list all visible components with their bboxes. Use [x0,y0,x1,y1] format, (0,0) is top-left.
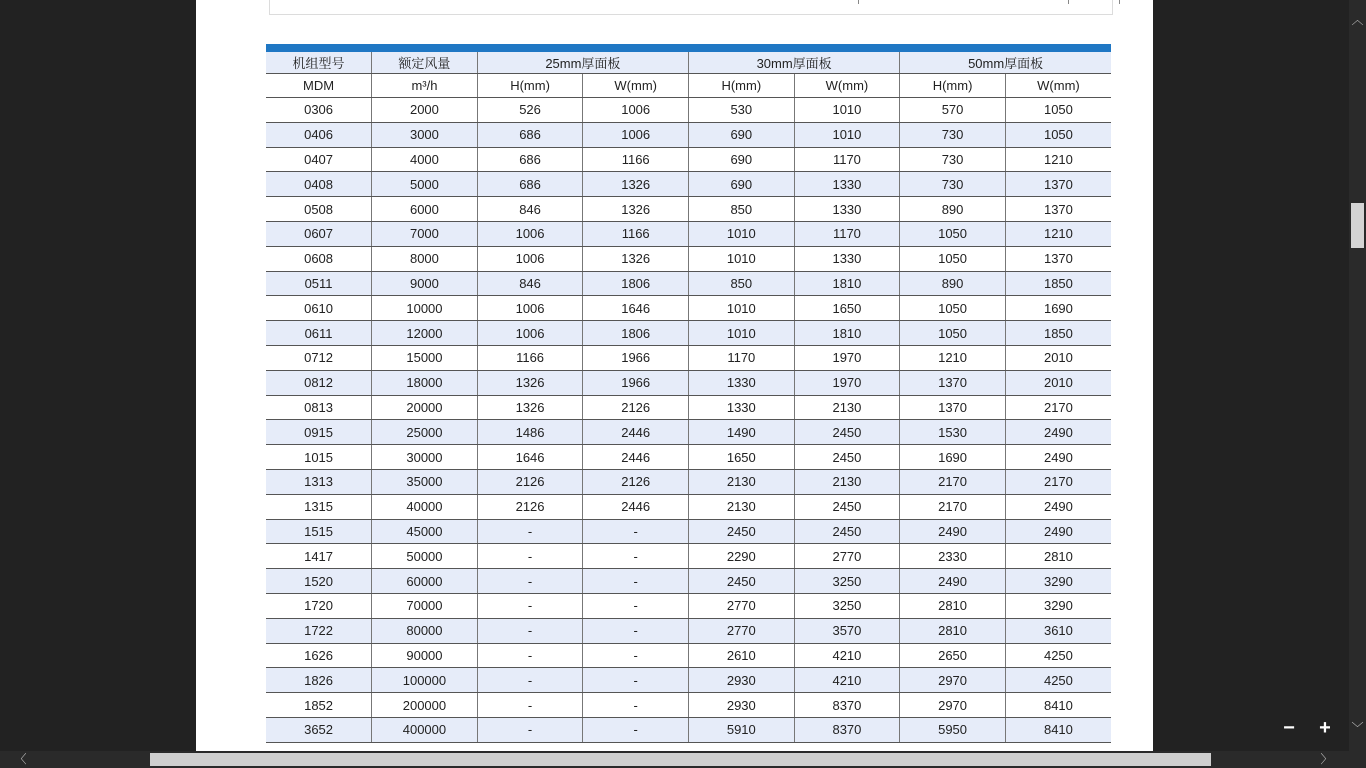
table-row [266,172,1111,197]
table-cell: 1050 [900,321,1006,346]
table-cell: 1330 [794,172,900,197]
table-cell: 1515 [266,519,372,544]
table-cell: 3250 [794,569,900,594]
table-row [266,420,1111,445]
table-cell: 2770 [689,593,795,618]
table-row [266,445,1111,470]
table-cell: 1520 [266,569,372,594]
table-cell: - [477,693,583,718]
table-cell: 30000 [372,445,478,470]
table-cell: 2170 [900,494,1006,519]
previous-table-fragment [269,0,1113,15]
table-cell: 1826 [266,668,372,693]
subheader-airflow-unit: m³/h [372,74,478,98]
table-cell: 2610 [689,643,795,668]
table-cell: 1370 [1005,246,1111,271]
table-cell: 1720 [266,593,372,618]
table-cell: 1166 [583,147,689,172]
subheader-w30: W(mm) [794,74,900,98]
scroll-left-button[interactable]: 〈 [14,752,27,766]
document-page [196,0,1153,751]
table-cell: 2970 [900,693,1006,718]
table-cell: 0813 [266,395,372,420]
table-cell: 0607 [266,221,372,246]
table-cell: 846 [477,271,583,296]
table-row [266,668,1111,693]
table-cell: 4210 [794,643,900,668]
table-cell: - [583,717,689,742]
table-cell: 25000 [372,420,478,445]
table-row [266,345,1111,370]
table-cell: 730 [900,122,1006,147]
table-cell: 1650 [794,296,900,321]
table-cell: 1370 [900,370,1006,395]
table-cell: 0610 [266,296,372,321]
table-cell: 10000 [372,296,478,321]
table-cell: - [583,569,689,594]
table-cell: 15000 [372,345,478,370]
table-cell: 1166 [583,221,689,246]
table-cell: 12000 [372,321,478,346]
table-cell: 1050 [900,246,1006,271]
table-cell: 1326 [477,370,583,395]
table-cell: 1370 [900,395,1006,420]
fragment-tick [1068,0,1069,4]
table-row [266,618,1111,643]
table-cell: 1810 [794,271,900,296]
table-cell: 2490 [900,569,1006,594]
table-row [266,98,1111,123]
table-cell: 890 [900,271,1006,296]
table-cell: 1050 [900,221,1006,246]
table-cell: - [477,618,583,643]
table-cell: 2490 [1005,519,1111,544]
subheader-h30: H(mm) [689,74,795,98]
table-cell: 690 [689,147,795,172]
table-cell: - [477,569,583,594]
table-cell: 1010 [689,321,795,346]
table-cell: 1330 [689,395,795,420]
table-cell: 3000 [372,122,478,147]
table-cell: 2446 [583,420,689,445]
table-cell: 4210 [794,668,900,693]
table-cell: 60000 [372,569,478,594]
table-cell: 2010 [1005,345,1111,370]
table-cell: 2490 [900,519,1006,544]
table-cell: 1417 [266,544,372,569]
table-cell: 1006 [583,98,689,123]
table-cell: 1166 [477,345,583,370]
table-cell: 3290 [1005,569,1111,594]
subheader-h25: H(mm) [477,74,583,98]
table-cell: 3610 [1005,618,1111,643]
table-accent-bar [266,44,1111,52]
table-cell: 0511 [266,271,372,296]
table-cell: 2970 [900,668,1006,693]
subheader-model: MDM [266,74,372,98]
vertical-scrollbar[interactable] [1349,0,1366,751]
table-row [266,569,1111,594]
unit-dimension-table [266,52,1111,743]
table-cell: 690 [689,172,795,197]
table-cell: - [583,643,689,668]
table-cell: 1806 [583,321,689,346]
table-cell: 35000 [372,469,478,494]
table-cell: 8410 [1005,717,1111,742]
table-cell: 2450 [794,445,900,470]
table-cell: 1010 [689,296,795,321]
table-cell: 1326 [583,172,689,197]
table-cell: 40000 [372,494,478,519]
table-cell: 1650 [689,445,795,470]
table-cell: 850 [689,197,795,222]
table-row [266,321,1111,346]
table-cell: 2290 [689,544,795,569]
table-cell: 2126 [477,469,583,494]
table-cell: - [583,618,689,643]
table-cell: 2810 [900,618,1006,643]
header-group-25mm: 25mm厚面板 [477,52,688,74]
table-row [266,593,1111,618]
table-cell: 2490 [1005,445,1111,470]
table-cell: 2130 [794,395,900,420]
table-cell: - [583,668,689,693]
table-cell: - [477,717,583,742]
table-cell: 0915 [266,420,372,445]
table-cell: 2770 [794,544,900,569]
header-airflow: 额定风量 [372,52,478,74]
subheader-w25: W(mm) [583,74,689,98]
table-cell: 400000 [372,717,478,742]
table-cell: 20000 [372,395,478,420]
header-group-50mm: 50mm厚面板 [900,52,1111,74]
table-cell: 0406 [266,122,372,147]
scroll-down-button[interactable]: ﹀ [1351,721,1364,735]
table-row [266,221,1111,246]
table-cell: 1646 [583,296,689,321]
table-cell: 686 [477,147,583,172]
table-cell: 5910 [689,717,795,742]
table-row [266,469,1111,494]
table-cell: 1010 [794,122,900,147]
table-cell: 1006 [477,221,583,246]
table-cell: 2490 [1005,420,1111,445]
table-cell: 1330 [689,370,795,395]
table-cell: 1326 [477,395,583,420]
table-cell: 526 [477,98,583,123]
table-cell: 1966 [583,370,689,395]
table-cell: 686 [477,172,583,197]
table-cell: 4250 [1005,643,1111,668]
table-cell: 1170 [794,221,900,246]
table-cell: 2170 [1005,469,1111,494]
table-cell: 0712 [266,345,372,370]
table-cell: 0508 [266,197,372,222]
zoom-in-button[interactable]: + [1319,717,1331,739]
table-cell: 1006 [477,246,583,271]
table-cell: 1530 [900,420,1006,445]
table-subheader-row [266,74,1111,98]
table-cell: 90000 [372,643,478,668]
table-cell: 1326 [583,246,689,271]
table-cell: - [477,593,583,618]
table-cell: 1006 [583,122,689,147]
table-cell: 100000 [372,668,478,693]
table-cell: 4000 [372,147,478,172]
table-cell: 1850 [1005,271,1111,296]
horizontal-scrollbar[interactable] [0,751,1349,768]
table-cell: 2126 [583,395,689,420]
table-cell: 2810 [900,593,1006,618]
table-cell: - [583,544,689,569]
table-cell: 1806 [583,271,689,296]
table-cell: - [477,519,583,544]
table-cell: 1970 [794,345,900,370]
table-cell: 2000 [372,98,478,123]
table-row [266,147,1111,172]
table-cell: 1170 [689,345,795,370]
table-cell: 570 [900,98,1006,123]
table-row [266,544,1111,569]
table-cell: 1210 [1005,147,1111,172]
table-cell: 8000 [372,246,478,271]
table-cell: - [477,668,583,693]
table-cell: 3652 [266,717,372,742]
table-row [266,271,1111,296]
table-cell: 1326 [583,197,689,222]
table-cell: 2130 [689,469,795,494]
table-cell: 1850 [1005,321,1111,346]
table-cell: 686 [477,122,583,147]
scrollbar-corner [1349,751,1366,768]
table-row [266,122,1111,147]
table-cell: 1690 [1005,296,1111,321]
table-cell: 0306 [266,98,372,123]
table-cell: 6000 [372,197,478,222]
table-cell: 1010 [689,246,795,271]
table-cell: 1050 [900,296,1006,321]
table-cell: 0407 [266,147,372,172]
table-cell: 0611 [266,321,372,346]
table-cell: 0408 [266,172,372,197]
table-cell: 2450 [794,494,900,519]
table-cell: 1852 [266,693,372,718]
fragment-tick [1119,0,1120,4]
table-cell: 2010 [1005,370,1111,395]
table-cell: 8410 [1005,693,1111,718]
table-cell: 4250 [1005,668,1111,693]
header-model: 机组型号 [266,52,372,74]
table-row [266,717,1111,742]
table-cell: 70000 [372,593,478,618]
table-cell: 2490 [1005,494,1111,519]
scroll-up-button[interactable]: ︿ [1351,13,1364,27]
table-cell: 8370 [794,693,900,718]
table-cell: 1486 [477,420,583,445]
table-cell: 7000 [372,221,478,246]
table-cell: 690 [689,122,795,147]
table-cell: 2450 [689,569,795,594]
header-group-30mm: 30mm厚面板 [689,52,900,74]
table-cell: 1015 [266,445,372,470]
subheader-h50: H(mm) [900,74,1006,98]
table-cell: 1313 [266,469,372,494]
subheader-w50: W(mm) [1005,74,1111,98]
horizontal-scroll-thumb[interactable] [150,753,1211,766]
table-cell: 1006 [477,296,583,321]
table-cell: 2446 [583,494,689,519]
zoom-out-button[interactable]: − [1283,717,1295,739]
table-cell: 2930 [689,668,795,693]
table-cell: 3570 [794,618,900,643]
table-cell: 8370 [794,717,900,742]
table-cell: 18000 [372,370,478,395]
table-cell: 1010 [689,221,795,246]
table-cell: 1050 [1005,122,1111,147]
table-cell: 1170 [794,147,900,172]
table-cell: 0812 [266,370,372,395]
table-cell: 2930 [689,693,795,718]
table-cell: 2450 [794,420,900,445]
table-cell: - [583,519,689,544]
table-cell: 1690 [900,445,1006,470]
table-cell: 2450 [794,519,900,544]
table-cell: 1966 [583,345,689,370]
table-cell: - [583,693,689,718]
table-cell: 1370 [1005,197,1111,222]
table-cell: 846 [477,197,583,222]
table-cell: 45000 [372,519,478,544]
table-row [266,693,1111,718]
table-cell: 850 [689,271,795,296]
table-cell: 730 [900,172,1006,197]
table-cell: 1210 [900,345,1006,370]
table-cell: 1050 [1005,98,1111,123]
table-cell: 1330 [794,197,900,222]
table-cell: 3250 [794,593,900,618]
table-cell: 9000 [372,271,478,296]
table-row [266,370,1111,395]
table-cell: 2770 [689,618,795,643]
table-cell: 1210 [1005,221,1111,246]
vertical-scroll-thumb[interactable] [1351,203,1364,248]
table-cell: 530 [689,98,795,123]
table-cell: 1490 [689,420,795,445]
table-cell: 1810 [794,321,900,346]
scroll-right-button[interactable]: 〉 [1320,752,1333,766]
table-body [266,98,1111,743]
table-cell: 200000 [372,693,478,718]
table-cell: 2130 [794,469,900,494]
table-cell: 2170 [1005,395,1111,420]
table-cell: 3290 [1005,593,1111,618]
table-cell: 1970 [794,370,900,395]
table-cell: 1646 [477,445,583,470]
table-cell: - [477,643,583,668]
table-cell: - [583,593,689,618]
table-cell: 5950 [900,717,1006,742]
table-cell: 2170 [900,469,1006,494]
table-cell: 1010 [794,98,900,123]
table-cell: 1626 [266,643,372,668]
table-cell: 0608 [266,246,372,271]
table-cell: 1370 [1005,172,1111,197]
table-row [266,197,1111,222]
table-cell: 1006 [477,321,583,346]
table-cell: 2450 [689,519,795,544]
table-cell: 2130 [689,494,795,519]
table-cell: 890 [900,197,1006,222]
table-cell: 730 [900,147,1006,172]
table-header-row [266,52,1111,74]
table-cell: 2126 [477,494,583,519]
table-cell: 80000 [372,618,478,643]
table-row [266,296,1111,321]
table-cell: 2810 [1005,544,1111,569]
table-cell: 2330 [900,544,1006,569]
table-cell: - [477,544,583,569]
table-cell: 2446 [583,445,689,470]
table-cell: 2650 [900,643,1006,668]
fragment-tick [858,0,859,4]
table-row [266,519,1111,544]
table-row [266,395,1111,420]
table-cell: 1722 [266,618,372,643]
table-cell: 1330 [794,246,900,271]
table-row [266,246,1111,271]
table-row [266,494,1111,519]
table-cell: 5000 [372,172,478,197]
table-cell: 1315 [266,494,372,519]
table-cell: 2126 [583,469,689,494]
table-row [266,643,1111,668]
table-cell: 50000 [372,544,478,569]
